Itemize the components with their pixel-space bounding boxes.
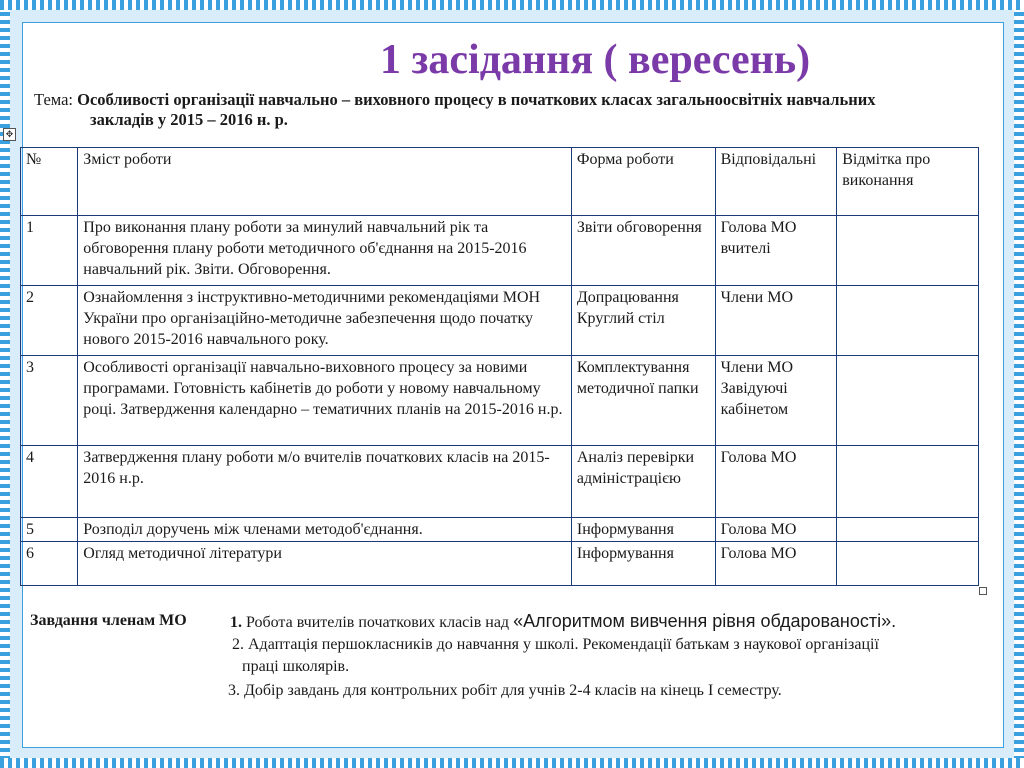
task-item-2 — [232, 634, 992, 678]
row-form: Комплектування методичної папки — [571, 356, 715, 446]
row-responsible: Голова МО вчителі — [715, 216, 837, 286]
task1-text-emphasis: «Алгоритмом вивчення рівня обдарованості». — [513, 611, 897, 631]
task2-line1: 2. Адаптація першокласників до навчання у школі. Рекомендації батькам з наукової організації — [232, 636, 879, 653]
row-mark — [837, 542, 979, 586]
topic-label: Тема: — [34, 90, 74, 109]
table-row — [21, 216, 979, 286]
row-form: Інформування — [571, 542, 715, 586]
row-mark — [837, 216, 979, 286]
table-header-row — [21, 148, 979, 216]
row-form: Аналіз перевірки адміністрацією — [571, 446, 715, 518]
header-cell-form: Форма роботи — [571, 148, 715, 216]
row-form: Допрацювання Круглий стіл — [571, 286, 715, 356]
row-number: 3 — [21, 356, 78, 446]
row-responsible: Голова МО — [715, 542, 837, 586]
work-plan-table — [20, 147, 979, 586]
task1-number: 1. — [230, 614, 242, 631]
row-content: Про виконання плану роботи за минулий навчальний рік та обговорення плану роботи методичного об'єднання на 2015-2016 навчальний рік. Звіти. Обговорення. — [78, 216, 572, 286]
row-content: Розподіл доручень між членами методоб'єднання. — [78, 518, 572, 542]
task1-text: Робота вчителів початкових класів над — [242, 614, 510, 631]
row-mark — [837, 356, 979, 446]
row-number: 6 — [21, 542, 78, 586]
table-row — [21, 446, 979, 518]
row-content: Затвердження плану роботи м/о вчителів початкових класів на 2015-2016 н.р. — [78, 446, 572, 518]
table-row — [21, 542, 979, 586]
row-number: 4 — [21, 446, 78, 518]
row-form: Звіти обговорення — [571, 216, 715, 286]
page-title: 1 засідання ( вересень) — [380, 37, 811, 83]
row-mark — [837, 286, 979, 356]
row-mark — [837, 518, 979, 542]
header-cell-number: № — [21, 148, 78, 216]
row-number: 5 — [21, 518, 78, 542]
table-resize-handle[interactable] — [979, 587, 987, 595]
header-cell-content: Зміст роботи — [78, 148, 572, 216]
topic-text-line1: Особливості організації навчально – виховного процесу в початкових класах загальноосвітніх навчальних — [77, 90, 876, 109]
topic-text-line2: закладів у 2015 – 2016 н. р. — [90, 110, 288, 129]
task-item-1 — [230, 610, 896, 634]
header-cell-responsible: Відповідальні — [715, 148, 837, 216]
task-item-3: 3. Добір завдань для контрольних робіт для учнів 2-4 класів на кінець І семестру. — [228, 682, 782, 699]
table-row — [21, 356, 979, 446]
row-number: 2 — [21, 286, 78, 356]
row-form: Інформування — [571, 518, 715, 542]
row-number: 1 — [21, 216, 78, 286]
row-mark — [837, 446, 979, 518]
table-row — [21, 286, 979, 356]
task2-line2: праці школярів. — [242, 658, 350, 675]
table-move-handle-icon[interactable]: ✥ — [3, 128, 16, 141]
topic — [34, 90, 1009, 130]
row-responsible: Члени МО Завідуючі кабінетом — [715, 356, 837, 446]
tasks-heading: Завдання членам МО — [30, 612, 187, 629]
row-responsible: Члени МО — [715, 286, 837, 356]
row-content: Ознайомлення з інструктивно-методичними рекомендаціями МОН України про організаційно-методичне забезпечення щодо початку нового 2015-2016 навчального року. — [78, 286, 572, 356]
row-responsible: Голова МО — [715, 446, 837, 518]
row-content: Особливості організації навчально-виховного процесу за новими програмами. Готовність кабінетів до роботи у новому навчальному році. Затвердження календарно – тематичних планів на 2015-2016 н.р. — [78, 356, 572, 446]
row-responsible: Голова МО — [715, 518, 837, 542]
header-cell-mark: Відмітка про виконання — [837, 148, 979, 216]
table-row — [21, 518, 979, 542]
row-content: Огляд методичної літератури — [78, 542, 572, 586]
